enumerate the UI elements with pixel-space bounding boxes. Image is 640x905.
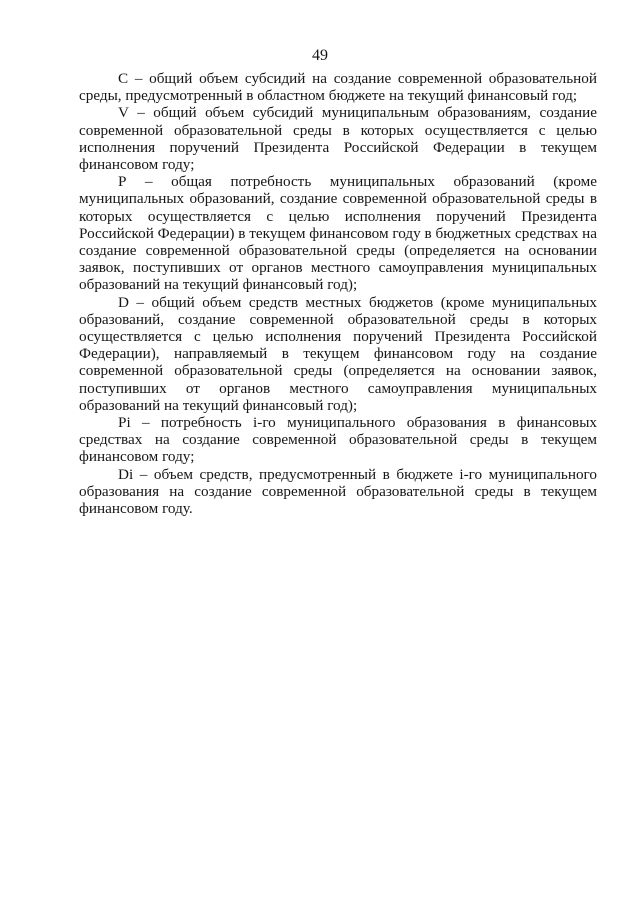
paragraph-p-definition: Р – общая потребность муниципальных образований (кроме муниципальных образований, создание современной образовательной среды в которых осуществляется с целью исполнения поручений Президента Российской Федерации) в текущем финансовом году в бюджетных средствах на создание современной образовательной среды (определяется на основании заявок, поступивших от органов местного самоуправления муниципальных образований на текущий финансовый год); [79, 173, 597, 294]
paragraph-pi-definition: Рi – потребность i-го муниципального образования в финансовых средствах на создание современной образовательной среды в текущем финансовом году; [79, 414, 597, 466]
paragraph-v-definition: V – общий объем субсидий муниципальным образованиям, создание современной образовательной среды в которых осуществляется с целью исполнения поручений Президента Российской Федерации в текущем финансовом году; [79, 104, 597, 174]
paragraph-c-definition: С – общий объем субсидий на создание современной образовательной среды, предусмотренный в областном бюджете на текущий финансовый год; [79, 70, 597, 105]
document-body [79, 70, 597, 517]
paragraph-di-definition: Di – объем средств, предусмотренный в бюджете i-го муниципального образования на создание современной образовательной среды в текущем финансовом году. [79, 465, 597, 518]
page-number: 49 [312, 47, 328, 64]
paragraph-d-definition: D – общий объем средств местных бюджетов (кроме муниципальных образований, создание современной образовательной среды в которых осуществляется с целью исполнения поручений Президента Российской Федерации), направляемый в текущем финансовом году на создание современной образовательной среды (определяется на основании заявок, поступивших от органов местного самоуправления муниципальных образований на текущий финансовый год); [79, 293, 597, 414]
